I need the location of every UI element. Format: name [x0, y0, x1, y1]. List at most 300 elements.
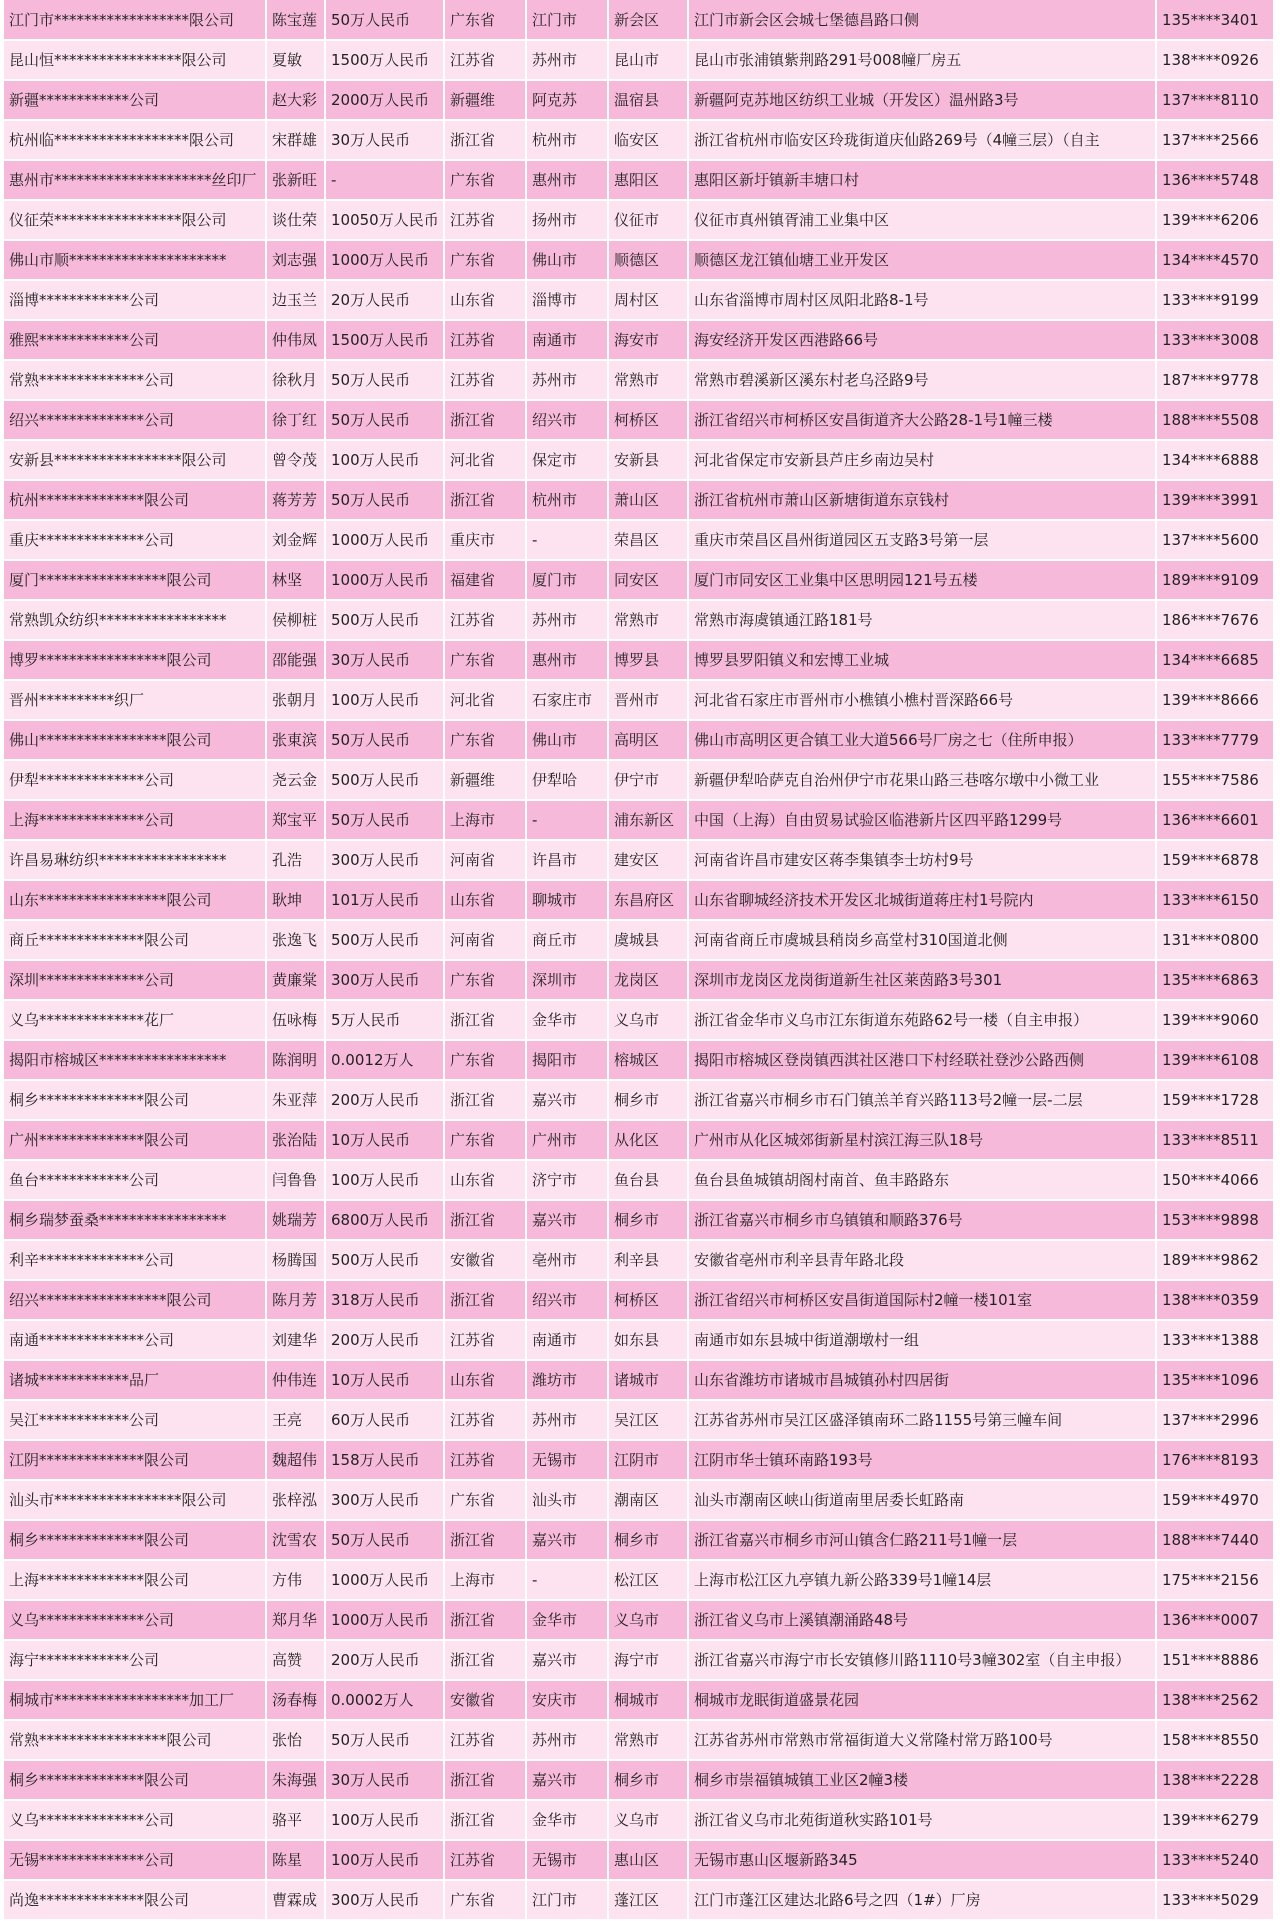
cell-address: 江苏省苏州市吴江区盛泽镇南环二路1155号第三幢车间	[688, 1400, 1156, 1440]
cell-phone: 138****2228	[1156, 1760, 1274, 1800]
cell-district: 东昌府区	[608, 880, 688, 920]
cell-phone: 155****7586	[1156, 760, 1274, 800]
cell-address: 汕头市潮南区峡山街道南里居委长虹路南	[688, 1480, 1156, 1520]
cell-phone: 134****6888	[1156, 440, 1274, 480]
cell-contact-person: 耿坤	[266, 880, 325, 920]
cell-district: 桐乡市	[608, 1520, 688, 1560]
company-table-sheet	[4, 0, 1274, 1921]
table-row	[4, 240, 1274, 280]
cell-contact-person: 张逸飞	[266, 920, 325, 960]
cell-company-name: 鱼台************公司	[4, 1160, 266, 1200]
cell-phone: 136****6601	[1156, 800, 1274, 840]
cell-company-name: 上海**************限公司	[4, 1560, 266, 1600]
table-row	[4, 1680, 1274, 1720]
cell-address: 深圳市龙岗区龙岗街道新生社区莱茵路3号301	[688, 960, 1156, 1000]
cell-company-name: 上海**************公司	[4, 800, 266, 840]
cell-company-name: 广州**************限公司	[4, 1120, 266, 1160]
cell-district: 鱼台县	[608, 1160, 688, 1200]
cell-address: 江门市蓬江区建达北路6号之四（1#）厂房	[688, 1880, 1156, 1920]
cell-province: 广东省	[444, 720, 526, 760]
cell-address: 浙江省嘉兴市海宁市长安镇修川路1110号3幢302室（自主申报）	[688, 1640, 1156, 1680]
table-row	[4, 160, 1274, 200]
cell-registered-capital: 500万人民币	[325, 600, 444, 640]
table-row	[4, 840, 1274, 880]
cell-district: 蓬江区	[608, 1880, 688, 1920]
cell-province: 福建省	[444, 560, 526, 600]
cell-company-name: 商丘**************限公司	[4, 920, 266, 960]
table-row	[4, 560, 1274, 600]
cell-contact-person: 杨腾国	[266, 1240, 325, 1280]
cell-district: 义乌市	[608, 1000, 688, 1040]
table-row	[4, 880, 1274, 920]
cell-address: 山东省潍坊市诸城市昌城镇孙村四居街	[688, 1360, 1156, 1400]
cell-registered-capital: 50万人民币	[325, 720, 444, 760]
cell-contact-person: 高赞	[266, 1640, 325, 1680]
cell-registered-capital: 100万人民币	[325, 1160, 444, 1200]
cell-registered-capital: 158万人民币	[325, 1440, 444, 1480]
cell-city: 苏州市	[526, 600, 608, 640]
cell-address: 上海市松江区九亭镇九新公路339号1幢14层	[688, 1560, 1156, 1600]
table-row	[4, 600, 1274, 640]
cell-company-name: 桐乡**************限公司	[4, 1760, 266, 1800]
table-row	[4, 1280, 1274, 1320]
cell-address: 海安经济开发区西港路66号	[688, 320, 1156, 360]
cell-contact-person: 徐丁红	[266, 400, 325, 440]
cell-company-name: 山东*****************限公司	[4, 880, 266, 920]
cell-district: 从化区	[608, 1120, 688, 1160]
cell-province: 浙江省	[444, 1800, 526, 1840]
cell-registered-capital: 10050万人民币	[325, 200, 444, 240]
cell-province: 重庆市	[444, 520, 526, 560]
cell-district: 顺德区	[608, 240, 688, 280]
cell-company-name: 许昌易琳纺织*****************	[4, 840, 266, 880]
table-row	[4, 1880, 1274, 1920]
cell-district: 同安区	[608, 560, 688, 600]
cell-province: 江苏省	[444, 360, 526, 400]
table-row	[4, 0, 1274, 40]
cell-city: 金华市	[526, 1800, 608, 1840]
cell-address: 河北省石家庄市晋州市小樵镇小樵村晋深路66号	[688, 680, 1156, 720]
cell-province: 山东省	[444, 1160, 526, 1200]
cell-company-name: 江门市******************限公司	[4, 0, 266, 40]
table-row	[4, 320, 1274, 360]
table-row	[4, 1120, 1274, 1160]
cell-contact-person: 沈雪农	[266, 1520, 325, 1560]
table-row	[4, 1760, 1274, 1800]
cell-phone: 187****9778	[1156, 360, 1274, 400]
cell-company-name: 义乌**************公司	[4, 1600, 266, 1640]
cell-contact-person: 郑宝平	[266, 800, 325, 840]
cell-district: 常熟市	[608, 360, 688, 400]
cell-contact-person: 刘金辉	[266, 520, 325, 560]
cell-province: 浙江省	[444, 1000, 526, 1040]
cell-contact-person: 宋群雄	[266, 120, 325, 160]
cell-province: 广东省	[444, 960, 526, 1000]
cell-province: 浙江省	[444, 120, 526, 160]
cell-province: 浙江省	[444, 480, 526, 520]
cell-province: 新疆维	[444, 760, 526, 800]
cell-address: 浙江省杭州市临安区玲珑街道庆仙路269号（4幢三层）（自主	[688, 120, 1156, 160]
cell-contact-person: 仲伟凤	[266, 320, 325, 360]
cell-contact-person: 仲伟连	[266, 1360, 325, 1400]
cell-company-name: 博罗*****************限公司	[4, 640, 266, 680]
cell-province: 江苏省	[444, 320, 526, 360]
cell-address: 河南省商丘市虞城县稍岗乡高堂村310国道北侧	[688, 920, 1156, 960]
cell-phone: 138****0359	[1156, 1280, 1274, 1320]
cell-city: 苏州市	[526, 360, 608, 400]
cell-city: 嘉兴市	[526, 1080, 608, 1120]
cell-city: 南通市	[526, 1320, 608, 1360]
cell-province: 广东省	[444, 0, 526, 40]
cell-province: 新疆维	[444, 80, 526, 120]
cell-contact-person: 张治陆	[266, 1120, 325, 1160]
table-row	[4, 1240, 1274, 1280]
cell-registered-capital: 1500万人民币	[325, 40, 444, 80]
cell-registered-capital: 100万人民币	[325, 1840, 444, 1880]
cell-city: -	[526, 520, 608, 560]
cell-contact-person: 陈星	[266, 1840, 325, 1880]
cell-address: 揭阳市榕城区登岗镇西淇社区港口下村经联社登沙公路西侧	[688, 1040, 1156, 1080]
cell-address: 佛山市高明区更合镇工业大道566号厂房之七（住所申报）	[688, 720, 1156, 760]
cell-phone: 134****6685	[1156, 640, 1274, 680]
cell-city: 保定市	[526, 440, 608, 480]
cell-phone: 133****7779	[1156, 720, 1274, 760]
cell-city: 惠州市	[526, 160, 608, 200]
cell-province: 广东省	[444, 640, 526, 680]
cell-contact-person: 陈宝莲	[266, 0, 325, 40]
cell-city: 嘉兴市	[526, 1760, 608, 1800]
cell-city: 杭州市	[526, 120, 608, 160]
cell-company-name: 汕头市*****************限公司	[4, 1480, 266, 1520]
cell-phone: 133****1388	[1156, 1320, 1274, 1360]
cell-district: 仪征市	[608, 200, 688, 240]
cell-registered-capital: 5万人民币	[325, 1000, 444, 1040]
cell-contact-person: 谈仕荣	[266, 200, 325, 240]
cell-phone: 137****8110	[1156, 80, 1274, 120]
cell-registered-capital: 300万人民币	[325, 1880, 444, 1920]
cell-company-name: 桐城市******************加工厂	[4, 1680, 266, 1720]
cell-contact-person: 骆平	[266, 1800, 325, 1840]
cell-registered-capital: 100万人民币	[325, 680, 444, 720]
cell-district: 义乌市	[608, 1600, 688, 1640]
cell-district: 建安区	[608, 840, 688, 880]
cell-company-name: 淄博************公司	[4, 280, 266, 320]
cell-phone: 158****8550	[1156, 1720, 1274, 1760]
cell-contact-person: 赵大彩	[266, 80, 325, 120]
cell-registered-capital: 200万人民币	[325, 1320, 444, 1360]
cell-city: 苏州市	[526, 40, 608, 80]
cell-contact-person: 边玉兰	[266, 280, 325, 320]
table-row	[4, 1560, 1274, 1600]
cell-phone: 133****8511	[1156, 1120, 1274, 1160]
cell-company-name: 厦门*****************限公司	[4, 560, 266, 600]
cell-city: 商丘市	[526, 920, 608, 960]
table-row	[4, 1160, 1274, 1200]
cell-address: 仪征市真州镇胥浦工业集中区	[688, 200, 1156, 240]
cell-company-name: 杭州**************限公司	[4, 480, 266, 520]
cell-phone: 139****6108	[1156, 1040, 1274, 1080]
cell-district: 桐乡市	[608, 1080, 688, 1120]
cell-contact-person: 曹霖成	[266, 1880, 325, 1920]
cell-phone: 135****6863	[1156, 960, 1274, 1000]
cell-city: 绍兴市	[526, 1280, 608, 1320]
cell-province: 浙江省	[444, 1080, 526, 1120]
cell-district: 温宿县	[608, 80, 688, 120]
cell-district: 海安市	[608, 320, 688, 360]
cell-district: 常熟市	[608, 1720, 688, 1760]
cell-phone: 138****0926	[1156, 40, 1274, 80]
cell-registered-capital: 50万人民币	[325, 400, 444, 440]
cell-address: 浙江省绍兴市柯桥区安昌街道国际村2幢一楼101室	[688, 1280, 1156, 1320]
cell-registered-capital: 1000万人民币	[325, 240, 444, 280]
cell-registered-capital: 30万人民币	[325, 640, 444, 680]
table-row	[4, 520, 1274, 560]
cell-company-name: 雅熙************公司	[4, 320, 266, 360]
cell-registered-capital: 1000万人民币	[325, 1600, 444, 1640]
cell-phone: 175****2156	[1156, 1560, 1274, 1600]
cell-phone: 153****9898	[1156, 1200, 1274, 1240]
cell-address: 浙江省义乌市上溪镇潮涌路48号	[688, 1600, 1156, 1640]
table-row	[4, 1600, 1274, 1640]
cell-district: 晋州市	[608, 680, 688, 720]
cell-city: 嘉兴市	[526, 1520, 608, 1560]
cell-phone: 188****5508	[1156, 400, 1274, 440]
cell-contact-person: 方伟	[266, 1560, 325, 1600]
table-row	[4, 640, 1274, 680]
cell-district: 桐乡市	[608, 1200, 688, 1240]
cell-registered-capital: 2000万人民币	[325, 80, 444, 120]
cell-city: 聊城市	[526, 880, 608, 920]
cell-company-name: 伊犁**************公司	[4, 760, 266, 800]
cell-company-name: 佛山*****************限公司	[4, 720, 266, 760]
cell-company-name: 佛山市顺*********************	[4, 240, 266, 280]
cell-company-name: 重庆**************公司	[4, 520, 266, 560]
cell-address: 顺德区龙江镇仙塘工业开发区	[688, 240, 1156, 280]
cell-registered-capital: 50万人民币	[325, 0, 444, 40]
cell-phone: 159****1728	[1156, 1080, 1274, 1120]
cell-province: 河南省	[444, 920, 526, 960]
table-row	[4, 120, 1274, 160]
cell-address: 新疆阿克苏地区纺织工业城（开发区）温州路3号	[688, 80, 1156, 120]
table-row	[4, 1720, 1274, 1760]
cell-contact-person: 王亮	[266, 1400, 325, 1440]
cell-contact-person: 尧云金	[266, 760, 325, 800]
cell-address: 浙江省嘉兴市桐乡市河山镇含仁路211号1幢一层	[688, 1520, 1156, 1560]
cell-province: 江苏省	[444, 1440, 526, 1480]
cell-city: 安庆市	[526, 1680, 608, 1720]
cell-address: 广州市从化区城郊街新星村滨江海三队18号	[688, 1120, 1156, 1160]
cell-phone: 151****8886	[1156, 1640, 1274, 1680]
cell-province: 江苏省	[444, 200, 526, 240]
cell-district: 惠山区	[608, 1840, 688, 1880]
cell-registered-capital: -	[325, 160, 444, 200]
table-row	[4, 1440, 1274, 1480]
cell-phone: 133****3008	[1156, 320, 1274, 360]
cell-company-name: 海宁************公司	[4, 1640, 266, 1680]
cell-city: 揭阳市	[526, 1040, 608, 1080]
cell-phone: 133****5240	[1156, 1840, 1274, 1880]
cell-phone: 176****8193	[1156, 1440, 1274, 1480]
cell-city: 无锡市	[526, 1440, 608, 1480]
cell-district: 吴江区	[608, 1400, 688, 1440]
cell-address: 常熟市碧溪新区溪东村老乌泾路9号	[688, 360, 1156, 400]
cell-phone: 135****1096	[1156, 1360, 1274, 1400]
cell-district: 龙岗区	[608, 960, 688, 1000]
cell-province: 浙江省	[444, 400, 526, 440]
cell-registered-capital: 50万人民币	[325, 480, 444, 520]
cell-phone: 139****6279	[1156, 1800, 1274, 1840]
table-row	[4, 800, 1274, 840]
cell-address: 浙江省嘉兴市桐乡市乌镇镇和顺路376号	[688, 1200, 1156, 1240]
cell-city: 扬州市	[526, 200, 608, 240]
cell-province: 上海市	[444, 800, 526, 840]
cell-phone: 189****9109	[1156, 560, 1274, 600]
cell-phone: 133****9199	[1156, 280, 1274, 320]
cell-contact-person: 魏超伟	[266, 1440, 325, 1480]
cell-contact-person: 陈月芳	[266, 1280, 325, 1320]
cell-city: 济宁市	[526, 1160, 608, 1200]
cell-registered-capital: 0.0012万人	[325, 1040, 444, 1080]
table-row	[4, 920, 1274, 960]
cell-address: 山东省淄博市周村区凤阳北路8-1号	[688, 280, 1156, 320]
cell-address: 山东省聊城经济技术开发区北城街道蒋庄村1号院内	[688, 880, 1156, 920]
cell-registered-capital: 1000万人民币	[325, 1560, 444, 1600]
cell-phone: 150****4066	[1156, 1160, 1274, 1200]
cell-contact-person: 朱海强	[266, 1760, 325, 1800]
cell-registered-capital: 30万人民币	[325, 120, 444, 160]
cell-address: 浙江省杭州市萧山区新塘街道东京钱村	[688, 480, 1156, 520]
cell-contact-person: 蒋芳芳	[266, 480, 325, 520]
cell-district: 周村区	[608, 280, 688, 320]
cell-province: 广东省	[444, 1480, 526, 1520]
cell-registered-capital: 200万人民币	[325, 1640, 444, 1680]
cell-company-name: 安新县*****************限公司	[4, 440, 266, 480]
cell-province: 浙江省	[444, 1280, 526, 1320]
cell-registered-capital: 50万人民币	[325, 1720, 444, 1760]
cell-registered-capital: 10万人民币	[325, 1120, 444, 1160]
cell-company-name: 利辛**************公司	[4, 1240, 266, 1280]
cell-phone: 135****3401	[1156, 0, 1274, 40]
cell-district: 浦东新区	[608, 800, 688, 840]
cell-city: 汕头市	[526, 1480, 608, 1520]
cell-province: 江苏省	[444, 1320, 526, 1360]
cell-contact-person: 陈润明	[266, 1040, 325, 1080]
table-row	[4, 720, 1274, 760]
cell-city: 深圳市	[526, 960, 608, 1000]
cell-province: 安徽省	[444, 1240, 526, 1280]
table-row	[4, 1320, 1274, 1360]
cell-company-name: 诸城************品厂	[4, 1360, 266, 1400]
cell-registered-capital: 30万人民币	[325, 1760, 444, 1800]
cell-province: 广东省	[444, 1120, 526, 1160]
cell-registered-capital: 60万人民币	[325, 1400, 444, 1440]
cell-district: 潮南区	[608, 1480, 688, 1520]
cell-district: 临安区	[608, 120, 688, 160]
cell-province: 浙江省	[444, 1640, 526, 1680]
cell-registered-capital: 318万人民币	[325, 1280, 444, 1320]
cell-district: 常熟市	[608, 600, 688, 640]
cell-district: 柯桥区	[608, 400, 688, 440]
table-row	[4, 680, 1274, 720]
cell-registered-capital: 50万人民币	[325, 360, 444, 400]
cell-address: 浙江省绍兴市柯桥区安昌街道齐大公路28-1号1幢三楼	[688, 400, 1156, 440]
cell-city: 江门市	[526, 1880, 608, 1920]
cell-district: 虞城县	[608, 920, 688, 960]
cell-contact-person: 张怡	[266, 1720, 325, 1760]
cell-district: 诸城市	[608, 1360, 688, 1400]
cell-city: -	[526, 1560, 608, 1600]
table-body	[4, 0, 1274, 1920]
cell-phone: 138****2562	[1156, 1680, 1274, 1720]
cell-phone: 189****9862	[1156, 1240, 1274, 1280]
cell-address: 桐城市龙眠街道盛景花园	[688, 1680, 1156, 1720]
cell-address: 中国（上海）自由贸易试验区临港新片区四平路1299号	[688, 800, 1156, 840]
cell-contact-person: 张東滨	[266, 720, 325, 760]
cell-district: 昆山市	[608, 40, 688, 80]
cell-province: 山东省	[444, 880, 526, 920]
table-row	[4, 760, 1274, 800]
cell-city: 伊犁哈	[526, 760, 608, 800]
cell-company-name: 吴江************公司	[4, 1400, 266, 1440]
table-row	[4, 960, 1274, 1000]
cell-city: 广州市	[526, 1120, 608, 1160]
table-row	[4, 1520, 1274, 1560]
table-row	[4, 440, 1274, 480]
cell-city: 石家庄市	[526, 680, 608, 720]
cell-address: 南通市如东县城中街道潮墩村一组	[688, 1320, 1156, 1360]
cell-address: 江门市新会区会城七堡德昌路口侧	[688, 0, 1156, 40]
cell-district: 荣昌区	[608, 520, 688, 560]
cell-contact-person: 姚瑞芳	[266, 1200, 325, 1240]
cell-registered-capital: 20万人民币	[325, 280, 444, 320]
cell-company-name: 江阴**************限公司	[4, 1440, 266, 1480]
cell-company-name: 常熟凯众纺织*****************	[4, 600, 266, 640]
cell-registered-capital: 500万人民币	[325, 760, 444, 800]
cell-district: 高明区	[608, 720, 688, 760]
cell-city: 绍兴市	[526, 400, 608, 440]
cell-district: 桐乡市	[608, 1760, 688, 1800]
cell-contact-person: 黄廉棠	[266, 960, 325, 1000]
cell-contact-person: 孔浩	[266, 840, 325, 880]
cell-district: 松江区	[608, 1560, 688, 1600]
cell-registered-capital: 500万人民币	[325, 920, 444, 960]
cell-phone: 137****5600	[1156, 520, 1274, 560]
cell-city: 金华市	[526, 1600, 608, 1640]
cell-contact-person: 汤春梅	[266, 1680, 325, 1720]
cell-company-name: 桐乡瑞梦蚕桑*****************	[4, 1200, 266, 1240]
cell-district: 安新县	[608, 440, 688, 480]
cell-registered-capital: 1000万人民币	[325, 560, 444, 600]
cell-contact-person: 张新旺	[266, 160, 325, 200]
cell-registered-capital: 500万人民币	[325, 1240, 444, 1280]
cell-province: 浙江省	[444, 1760, 526, 1800]
cell-registered-capital: 1500万人民币	[325, 320, 444, 360]
cell-company-name: 义乌**************公司	[4, 1800, 266, 1840]
cell-province: 江苏省	[444, 1720, 526, 1760]
cell-contact-person: 朱亚萍	[266, 1080, 325, 1120]
cell-address: 江苏省苏州市常熟市常福街道大义常隆村常万路100号	[688, 1720, 1156, 1760]
table-row	[4, 1040, 1274, 1080]
cell-phone: 159****4970	[1156, 1480, 1274, 1520]
cell-registered-capital: 1000万人民币	[325, 520, 444, 560]
cell-contact-person: 邵能强	[266, 640, 325, 680]
cell-company-name: 深圳**************公司	[4, 960, 266, 1000]
cell-province: 浙江省	[444, 1520, 526, 1560]
cell-company-name: 常熟*****************限公司	[4, 1720, 266, 1760]
cell-district: 新会区	[608, 0, 688, 40]
cell-district: 惠阳区	[608, 160, 688, 200]
cell-contact-person: 郑月华	[266, 1600, 325, 1640]
